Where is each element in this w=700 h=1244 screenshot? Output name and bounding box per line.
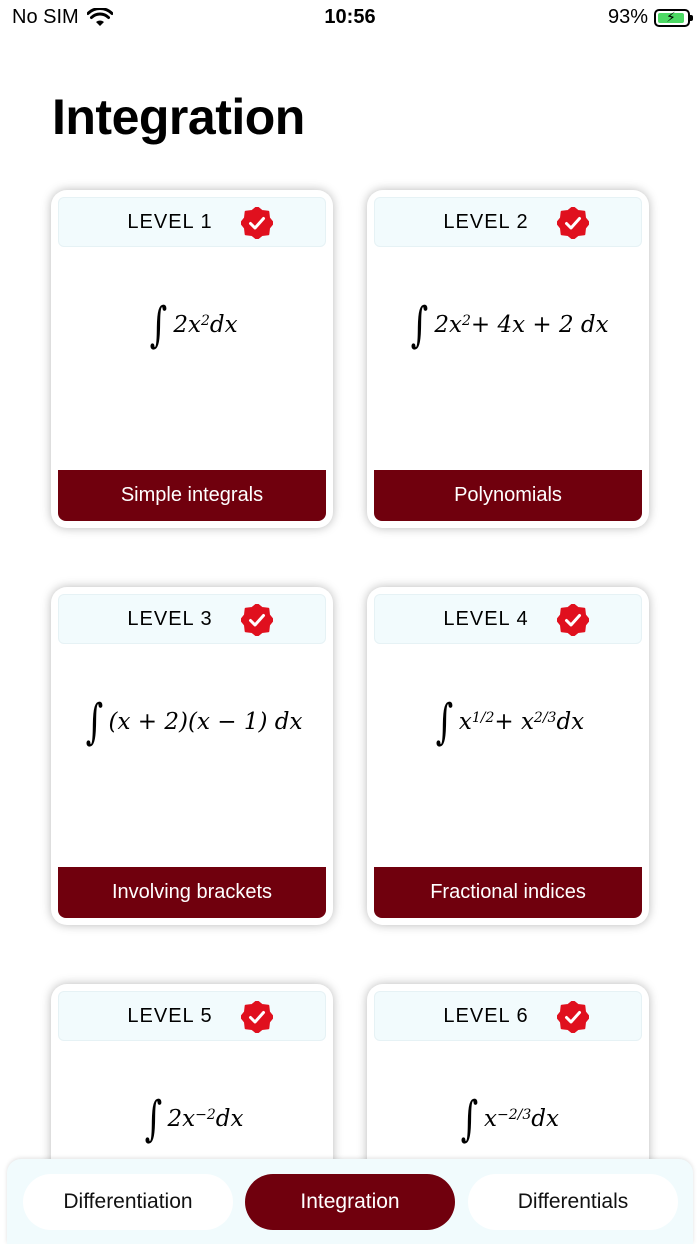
formula-exponent: −2 — [195, 1107, 216, 1123]
level-topic-label: Simple integrals — [58, 470, 326, 521]
formula-term: 2x — [434, 312, 462, 338]
level-card-header — [58, 594, 326, 644]
level-label: LEVEL 4 — [443, 607, 529, 630]
formula-term: dx — [209, 312, 238, 338]
level-topic-label: Polynomials — [374, 470, 642, 521]
formula-exponent: 1/2 — [471, 710, 495, 726]
formula-exponent: 2 — [201, 313, 210, 329]
integral-sign: ∫ — [150, 297, 168, 353]
integral-formula — [367, 687, 649, 757]
level-card-header — [58, 197, 326, 247]
battery-group — [608, 6, 690, 29]
level-card-header — [374, 197, 642, 247]
completed-badge-icon — [557, 1001, 589, 1033]
level-label: LEVEL 6 — [443, 1004, 529, 1027]
tab-integration[interactable]: Integration — [245, 1174, 455, 1230]
formula-term: 2x — [173, 312, 201, 338]
integral-sign: ∫ — [460, 1091, 479, 1147]
level-card-header — [58, 991, 326, 1041]
integral-sign: ∫ — [435, 694, 454, 750]
integral-formula — [51, 687, 333, 757]
integral-sign: ∫ — [85, 694, 103, 750]
level-topic-label: Fractional indices — [374, 867, 642, 918]
level-card-4[interactable] — [367, 587, 649, 925]
formula-term: 2x — [167, 1106, 196, 1132]
level-card-1[interactable] — [51, 190, 333, 528]
formula-exponent: −2/3 — [497, 1107, 532, 1123]
formula-term: + 4x + 2 dx — [470, 312, 609, 338]
integral-sign: ∫ — [411, 297, 429, 353]
formula-term: dx — [531, 1106, 559, 1132]
completed-badge-icon — [557, 604, 589, 636]
formula-exponent: 2/3 — [533, 710, 557, 726]
completed-badge-icon — [557, 207, 589, 239]
battery-icon — [654, 9, 690, 27]
clock: 10:56 — [324, 6, 376, 28]
formula-term: (x + 2)(x − 1) dx — [108, 709, 303, 735]
integral-formula — [367, 1084, 649, 1154]
carrier-label: No SIM — [12, 6, 79, 28]
integral-formula — [51, 1084, 333, 1154]
completed-badge-icon — [241, 604, 273, 636]
page-title: Integration — [52, 89, 305, 145]
formula-term: dx — [556, 709, 585, 735]
tab-bar — [7, 1159, 693, 1244]
tab-differentials[interactable]: Differentials — [468, 1174, 678, 1230]
battery-percent: 93% — [607, 6, 648, 28]
level-card-header — [374, 991, 642, 1041]
formula-exponent: 2 — [461, 313, 471, 329]
completed-badge-icon — [241, 1001, 273, 1033]
status-bar — [0, 0, 700, 40]
formula-term: x — [458, 709, 472, 735]
level-topic-label: Involving brackets — [58, 867, 326, 918]
level-card-header — [374, 594, 642, 644]
level-label: LEVEL 3 — [127, 607, 213, 630]
tab-differentiation[interactable]: Differentiation — [23, 1174, 233, 1230]
level-card-3[interactable] — [51, 587, 333, 925]
level-label: LEVEL 5 — [127, 1004, 213, 1027]
integral-formula — [51, 290, 333, 360]
level-label: LEVEL 1 — [127, 210, 213, 233]
formula-term: x — [484, 1106, 498, 1132]
level-card-2[interactable] — [367, 190, 649, 528]
formula-term: + x — [494, 709, 534, 735]
integral-sign: ∫ — [144, 1091, 162, 1147]
level-label: LEVEL 2 — [443, 210, 529, 233]
formula-term: dx — [215, 1106, 244, 1132]
charging-bolt-icon: ⚡ — [666, 8, 676, 25]
completed-badge-icon — [241, 207, 273, 239]
integral-formula — [367, 290, 649, 360]
